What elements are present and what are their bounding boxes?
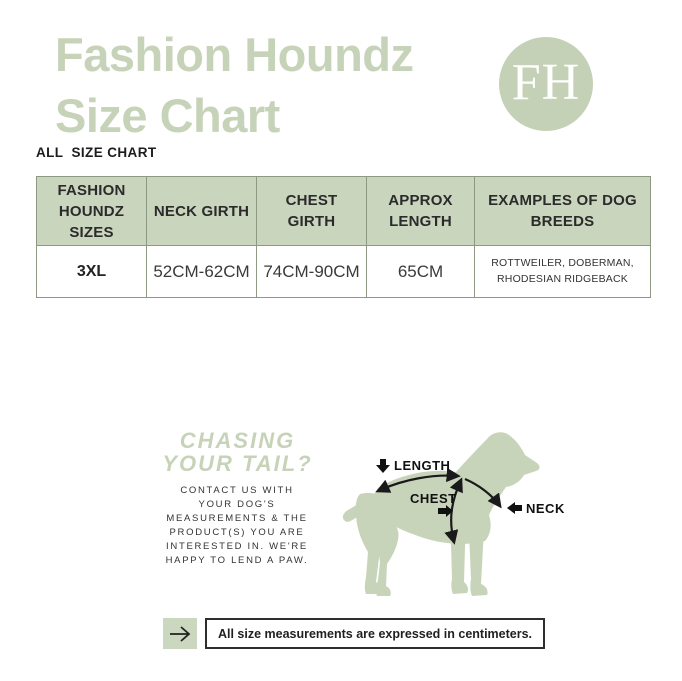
left-arrow-icon <box>507 502 522 514</box>
section-label: ALL SIZE CHART <box>36 145 157 160</box>
neck-label: NECK <box>526 501 565 516</box>
dog-front-leg-2 <box>450 509 468 594</box>
col-header-approx-length: APPROX LENGTH <box>367 177 475 246</box>
cell-approx-length: 65CM <box>367 246 475 298</box>
dog-hind-leg-2 <box>376 519 399 596</box>
size-table <box>36 176 651 298</box>
measurement-note-box <box>205 618 545 649</box>
tagline: CHASING YOUR TAIL? <box>162 428 313 476</box>
size-table-row-3xl <box>37 246 651 298</box>
down-arrow-icon <box>376 459 390 473</box>
dog-silhouette <box>343 432 540 596</box>
cell-dog-breeds: ROTTWEILER, DOBERMAN, RHODESIAN RIDGEBACK <box>475 246 651 298</box>
cell-neck-girth: 52CM-62CM <box>147 246 257 298</box>
length-label: LENGTH <box>394 458 451 473</box>
col-header-neck-girth: NECK GIRTH <box>147 177 257 246</box>
dog-measurement-diagram <box>338 424 590 610</box>
cell-size: 3XL <box>37 246 147 298</box>
chest-label: CHEST <box>410 491 457 506</box>
brand-logo <box>499 37 593 131</box>
cell-chest-girth: 74CM-90CM <box>257 246 367 298</box>
size-table-header-row <box>37 177 651 246</box>
arrow-right-icon <box>163 618 197 649</box>
measurement-note: All size measurements are expressed in centimeters. <box>217 626 533 641</box>
page-title: Fashion Houndz Size Chart <box>55 28 414 142</box>
col-header-dog-breeds: EXAMPLES OF DOG BREEDS <box>475 177 651 246</box>
col-header-sizes: FASHION HOUNDZ SIZES <box>37 177 147 246</box>
col-header-chest-girth: CHEST GIRTH <box>257 177 367 246</box>
brand-monogram: FH <box>511 53 581 111</box>
contact-text: CONTACT US WITH YOUR DOG'S MEASUREMENTS & THE PRODUCT(S) YOU ARE INTERESTED IN. WE'RE HAPPY TO LEND A PAW. <box>165 485 309 566</box>
